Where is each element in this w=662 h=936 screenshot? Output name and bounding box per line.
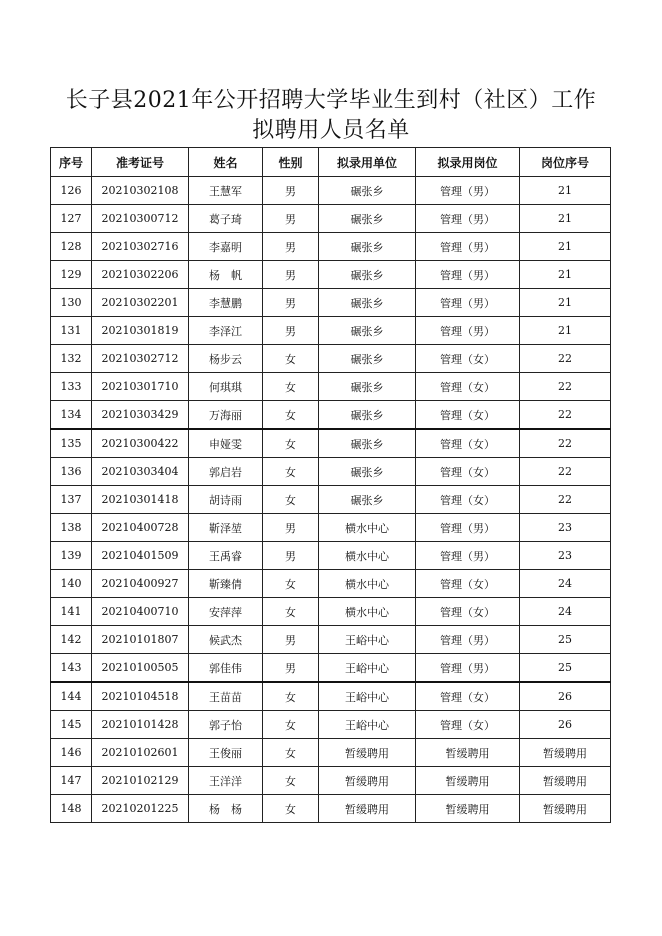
cell-position: 管理（女） (416, 373, 520, 401)
cell-exam-number: 20210302712 (92, 345, 189, 373)
cell-index: 145 (51, 711, 92, 739)
cell-index: 130 (51, 289, 92, 317)
cell-gender: 女 (263, 739, 319, 767)
cell-index: 128 (51, 233, 92, 261)
cell-exam-number: 20210302206 (92, 261, 189, 289)
cell-position-number: 22 (520, 486, 611, 514)
cell-exam-number: 20210400728 (92, 514, 189, 542)
cell-position-number: 21 (520, 205, 611, 233)
cell-unit: 碾张乡 (319, 317, 416, 345)
cell-name: 王洋洋 (189, 767, 263, 795)
table-body (51, 177, 611, 823)
cell-gender: 男 (263, 626, 319, 654)
cell-position: 管理（女） (416, 598, 520, 626)
cell-gender: 女 (263, 711, 319, 739)
cell-position: 管理（女） (416, 401, 520, 430)
cell-exam-number: 20210301418 (92, 486, 189, 514)
cell-unit: 横水中心 (319, 542, 416, 570)
cell-name: 郭佳伟 (189, 654, 263, 683)
cell-position-number: 21 (520, 233, 611, 261)
cell-position: 管理（女） (416, 345, 520, 373)
cell-position: 管理（女） (416, 429, 520, 458)
cell-index: 135 (51, 429, 92, 458)
cell-exam-number: 20210101428 (92, 711, 189, 739)
cell-exam-number: 20210300712 (92, 205, 189, 233)
table-row (51, 654, 611, 683)
cell-position-number: 24 (520, 598, 611, 626)
cell-gender: 男 (263, 289, 319, 317)
table-row (51, 458, 611, 486)
cell-index: 138 (51, 514, 92, 542)
table-row (51, 795, 611, 823)
cell-gender: 男 (263, 177, 319, 205)
cell-unit: 暂缓聘用 (319, 739, 416, 767)
cell-position-number: 22 (520, 429, 611, 458)
cell-name: 靳臻倩 (189, 570, 263, 598)
cell-index: 143 (51, 654, 92, 683)
cell-position: 管理（女） (416, 711, 520, 739)
cell-name: 何琪琪 (189, 373, 263, 401)
cell-index: 141 (51, 598, 92, 626)
cell-unit: 碾张乡 (319, 205, 416, 233)
cell-position: 管理（男） (416, 205, 520, 233)
cell-name: 郭子怡 (189, 711, 263, 739)
cell-position: 管理（男） (416, 317, 520, 345)
cell-gender: 男 (263, 542, 319, 570)
cell-exam-number: 20210102129 (92, 767, 189, 795)
cell-name: 李嘉明 (189, 233, 263, 261)
table-row (51, 486, 611, 514)
cell-index: 133 (51, 373, 92, 401)
cell-position-number: 22 (520, 373, 611, 401)
cell-gender: 男 (263, 261, 319, 289)
cell-unit: 王峪中心 (319, 682, 416, 711)
cell-position: 管理（男） (416, 542, 520, 570)
cell-gender: 女 (263, 373, 319, 401)
cell-position: 管理（男） (416, 654, 520, 683)
cell-position-number: 21 (520, 289, 611, 317)
cell-unit: 横水中心 (319, 570, 416, 598)
cell-name: 葛子琦 (189, 205, 263, 233)
header-index: 序号 (51, 148, 92, 177)
header-position: 拟录用岗位 (416, 148, 520, 177)
cell-position-number: 25 (520, 626, 611, 654)
cell-index: 148 (51, 795, 92, 823)
cell-position: 管理（男） (416, 177, 520, 205)
table-row (51, 317, 611, 345)
cell-position-number: 21 (520, 261, 611, 289)
cell-name: 申娅雯 (189, 429, 263, 458)
cell-gender: 男 (263, 233, 319, 261)
cell-name: 万海丽 (189, 401, 263, 430)
cell-unit: 碾张乡 (319, 233, 416, 261)
cell-name: 李泽江 (189, 317, 263, 345)
cell-gender: 女 (263, 795, 319, 823)
table-row (51, 542, 611, 570)
cell-exam-number: 20210301710 (92, 373, 189, 401)
cell-position: 管理（男） (416, 289, 520, 317)
cell-position-number: 22 (520, 401, 611, 430)
cell-index: 129 (51, 261, 92, 289)
cell-position: 管理（女） (416, 458, 520, 486)
cell-position: 暂缓聘用 (416, 767, 520, 795)
cell-name: 杨 帆 (189, 261, 263, 289)
table-row (51, 682, 611, 711)
cell-index: 132 (51, 345, 92, 373)
cell-exam-number: 20210301819 (92, 317, 189, 345)
cell-gender: 男 (263, 317, 319, 345)
header-name: 姓名 (189, 148, 263, 177)
document-title-line-2: 拟聘用人员名单 (252, 118, 410, 143)
cell-unit: 王峪中心 (319, 711, 416, 739)
cell-gender: 女 (263, 486, 319, 514)
cell-unit: 王峪中心 (319, 626, 416, 654)
cell-index: 136 (51, 458, 92, 486)
cell-gender: 女 (263, 682, 319, 711)
cell-name: 杨 杨 (189, 795, 263, 823)
cell-position-number: 23 (520, 514, 611, 542)
table-row (51, 739, 611, 767)
header-exam-number: 准考证号 (92, 148, 189, 177)
cell-position-number: 暂缓聘用 (520, 739, 611, 767)
cell-index: 134 (51, 401, 92, 430)
cell-unit: 碾张乡 (319, 261, 416, 289)
cell-exam-number: 20210101807 (92, 626, 189, 654)
cell-name: 杨步云 (189, 345, 263, 373)
cell-gender: 男 (263, 654, 319, 683)
table-row (51, 289, 611, 317)
cell-gender: 女 (263, 401, 319, 430)
cell-position-number: 暂缓聘用 (520, 795, 611, 823)
cell-position-number: 21 (520, 177, 611, 205)
cell-index: 147 (51, 767, 92, 795)
cell-index: 144 (51, 682, 92, 711)
cell-unit: 横水中心 (319, 598, 416, 626)
cell-exam-number: 20210303404 (92, 458, 189, 486)
cell-unit: 碾张乡 (319, 401, 416, 430)
cell-position-number: 25 (520, 654, 611, 683)
cell-unit: 暂缓聘用 (319, 767, 416, 795)
cell-name: 安萍萍 (189, 598, 263, 626)
header-gender: 性别 (263, 148, 319, 177)
cell-exam-number: 20210102601 (92, 739, 189, 767)
cell-unit: 碾张乡 (319, 345, 416, 373)
table-row (51, 570, 611, 598)
cell-gender: 女 (263, 429, 319, 458)
cell-name: 王慧军 (189, 177, 263, 205)
table-row (51, 767, 611, 795)
cell-position-number: 21 (520, 317, 611, 345)
cell-exam-number: 20210302108 (92, 177, 189, 205)
cell-name: 候武杰 (189, 626, 263, 654)
cell-unit: 碾张乡 (319, 289, 416, 317)
cell-unit: 碾张乡 (319, 373, 416, 401)
table-row (51, 233, 611, 261)
cell-name: 王苗苗 (189, 682, 263, 711)
cell-unit: 暂缓聘用 (319, 795, 416, 823)
table-row (51, 429, 611, 458)
table-row (51, 177, 611, 205)
table-row (51, 514, 611, 542)
cell-unit: 横水中心 (319, 514, 416, 542)
cell-position: 暂缓聘用 (416, 795, 520, 823)
cell-position: 管理（女） (416, 486, 520, 514)
cell-exam-number: 20210303429 (92, 401, 189, 430)
cell-unit: 碾张乡 (319, 458, 416, 486)
cell-gender: 女 (263, 458, 319, 486)
cell-name: 李慧鹏 (189, 289, 263, 317)
cell-gender: 男 (263, 514, 319, 542)
cell-gender: 女 (263, 767, 319, 795)
cell-index: 140 (51, 570, 92, 598)
cell-index: 126 (51, 177, 92, 205)
table-row (51, 345, 611, 373)
cell-index: 142 (51, 626, 92, 654)
cell-position: 管理（女） (416, 682, 520, 711)
header-unit: 拟录用单位 (319, 148, 416, 177)
cell-index: 146 (51, 739, 92, 767)
cell-name: 王禹睿 (189, 542, 263, 570)
cell-exam-number: 20210400710 (92, 598, 189, 626)
cell-gender: 女 (263, 345, 319, 373)
cell-exam-number: 20210100505 (92, 654, 189, 683)
cell-exam-number: 20210401509 (92, 542, 189, 570)
candidate-table (50, 147, 611, 823)
cell-exam-number: 20210400927 (92, 570, 189, 598)
cell-index: 131 (51, 317, 92, 345)
table-row (51, 261, 611, 289)
cell-unit: 王峪中心 (319, 654, 416, 683)
cell-unit: 碾张乡 (319, 177, 416, 205)
table-header-row (51, 148, 611, 177)
cell-position-number: 22 (520, 345, 611, 373)
cell-position: 管理（男） (416, 261, 520, 289)
cell-exam-number: 20210302716 (92, 233, 189, 261)
cell-position-number: 23 (520, 542, 611, 570)
table-row (51, 205, 611, 233)
table-row (51, 711, 611, 739)
cell-position: 暂缓聘用 (416, 739, 520, 767)
cell-name: 靳泽堃 (189, 514, 263, 542)
cell-exam-number: 20210302201 (92, 289, 189, 317)
cell-exam-number: 20210104518 (92, 682, 189, 711)
cell-position: 管理（男） (416, 233, 520, 261)
table-row (51, 401, 611, 430)
cell-index: 127 (51, 205, 92, 233)
table-row (51, 626, 611, 654)
cell-position: 管理（男） (416, 626, 520, 654)
cell-name: 王俊丽 (189, 739, 263, 767)
cell-index: 139 (51, 542, 92, 570)
cell-position-number: 22 (520, 458, 611, 486)
cell-position-number: 26 (520, 711, 611, 739)
cell-exam-number: 20210201225 (92, 795, 189, 823)
cell-gender: 女 (263, 570, 319, 598)
document-title-line-1: 长子县2021年公开招聘大学毕业生到村（社区）工作 (65, 88, 597, 113)
cell-position-number: 暂缓聘用 (520, 767, 611, 795)
cell-exam-number: 20210300422 (92, 429, 189, 458)
table-row (51, 373, 611, 401)
table-row (51, 598, 611, 626)
cell-name: 胡诗雨 (189, 486, 263, 514)
cell-unit: 碾张乡 (319, 429, 416, 458)
cell-gender: 女 (263, 598, 319, 626)
cell-position-number: 26 (520, 682, 611, 711)
cell-position-number: 24 (520, 570, 611, 598)
cell-unit: 碾张乡 (319, 486, 416, 514)
cell-position: 管理（男） (416, 514, 520, 542)
cell-index: 137 (51, 486, 92, 514)
cell-name: 郭启岩 (189, 458, 263, 486)
cell-position: 管理（女） (416, 570, 520, 598)
header-position-number: 岗位序号 (520, 148, 611, 177)
cell-gender: 男 (263, 205, 319, 233)
